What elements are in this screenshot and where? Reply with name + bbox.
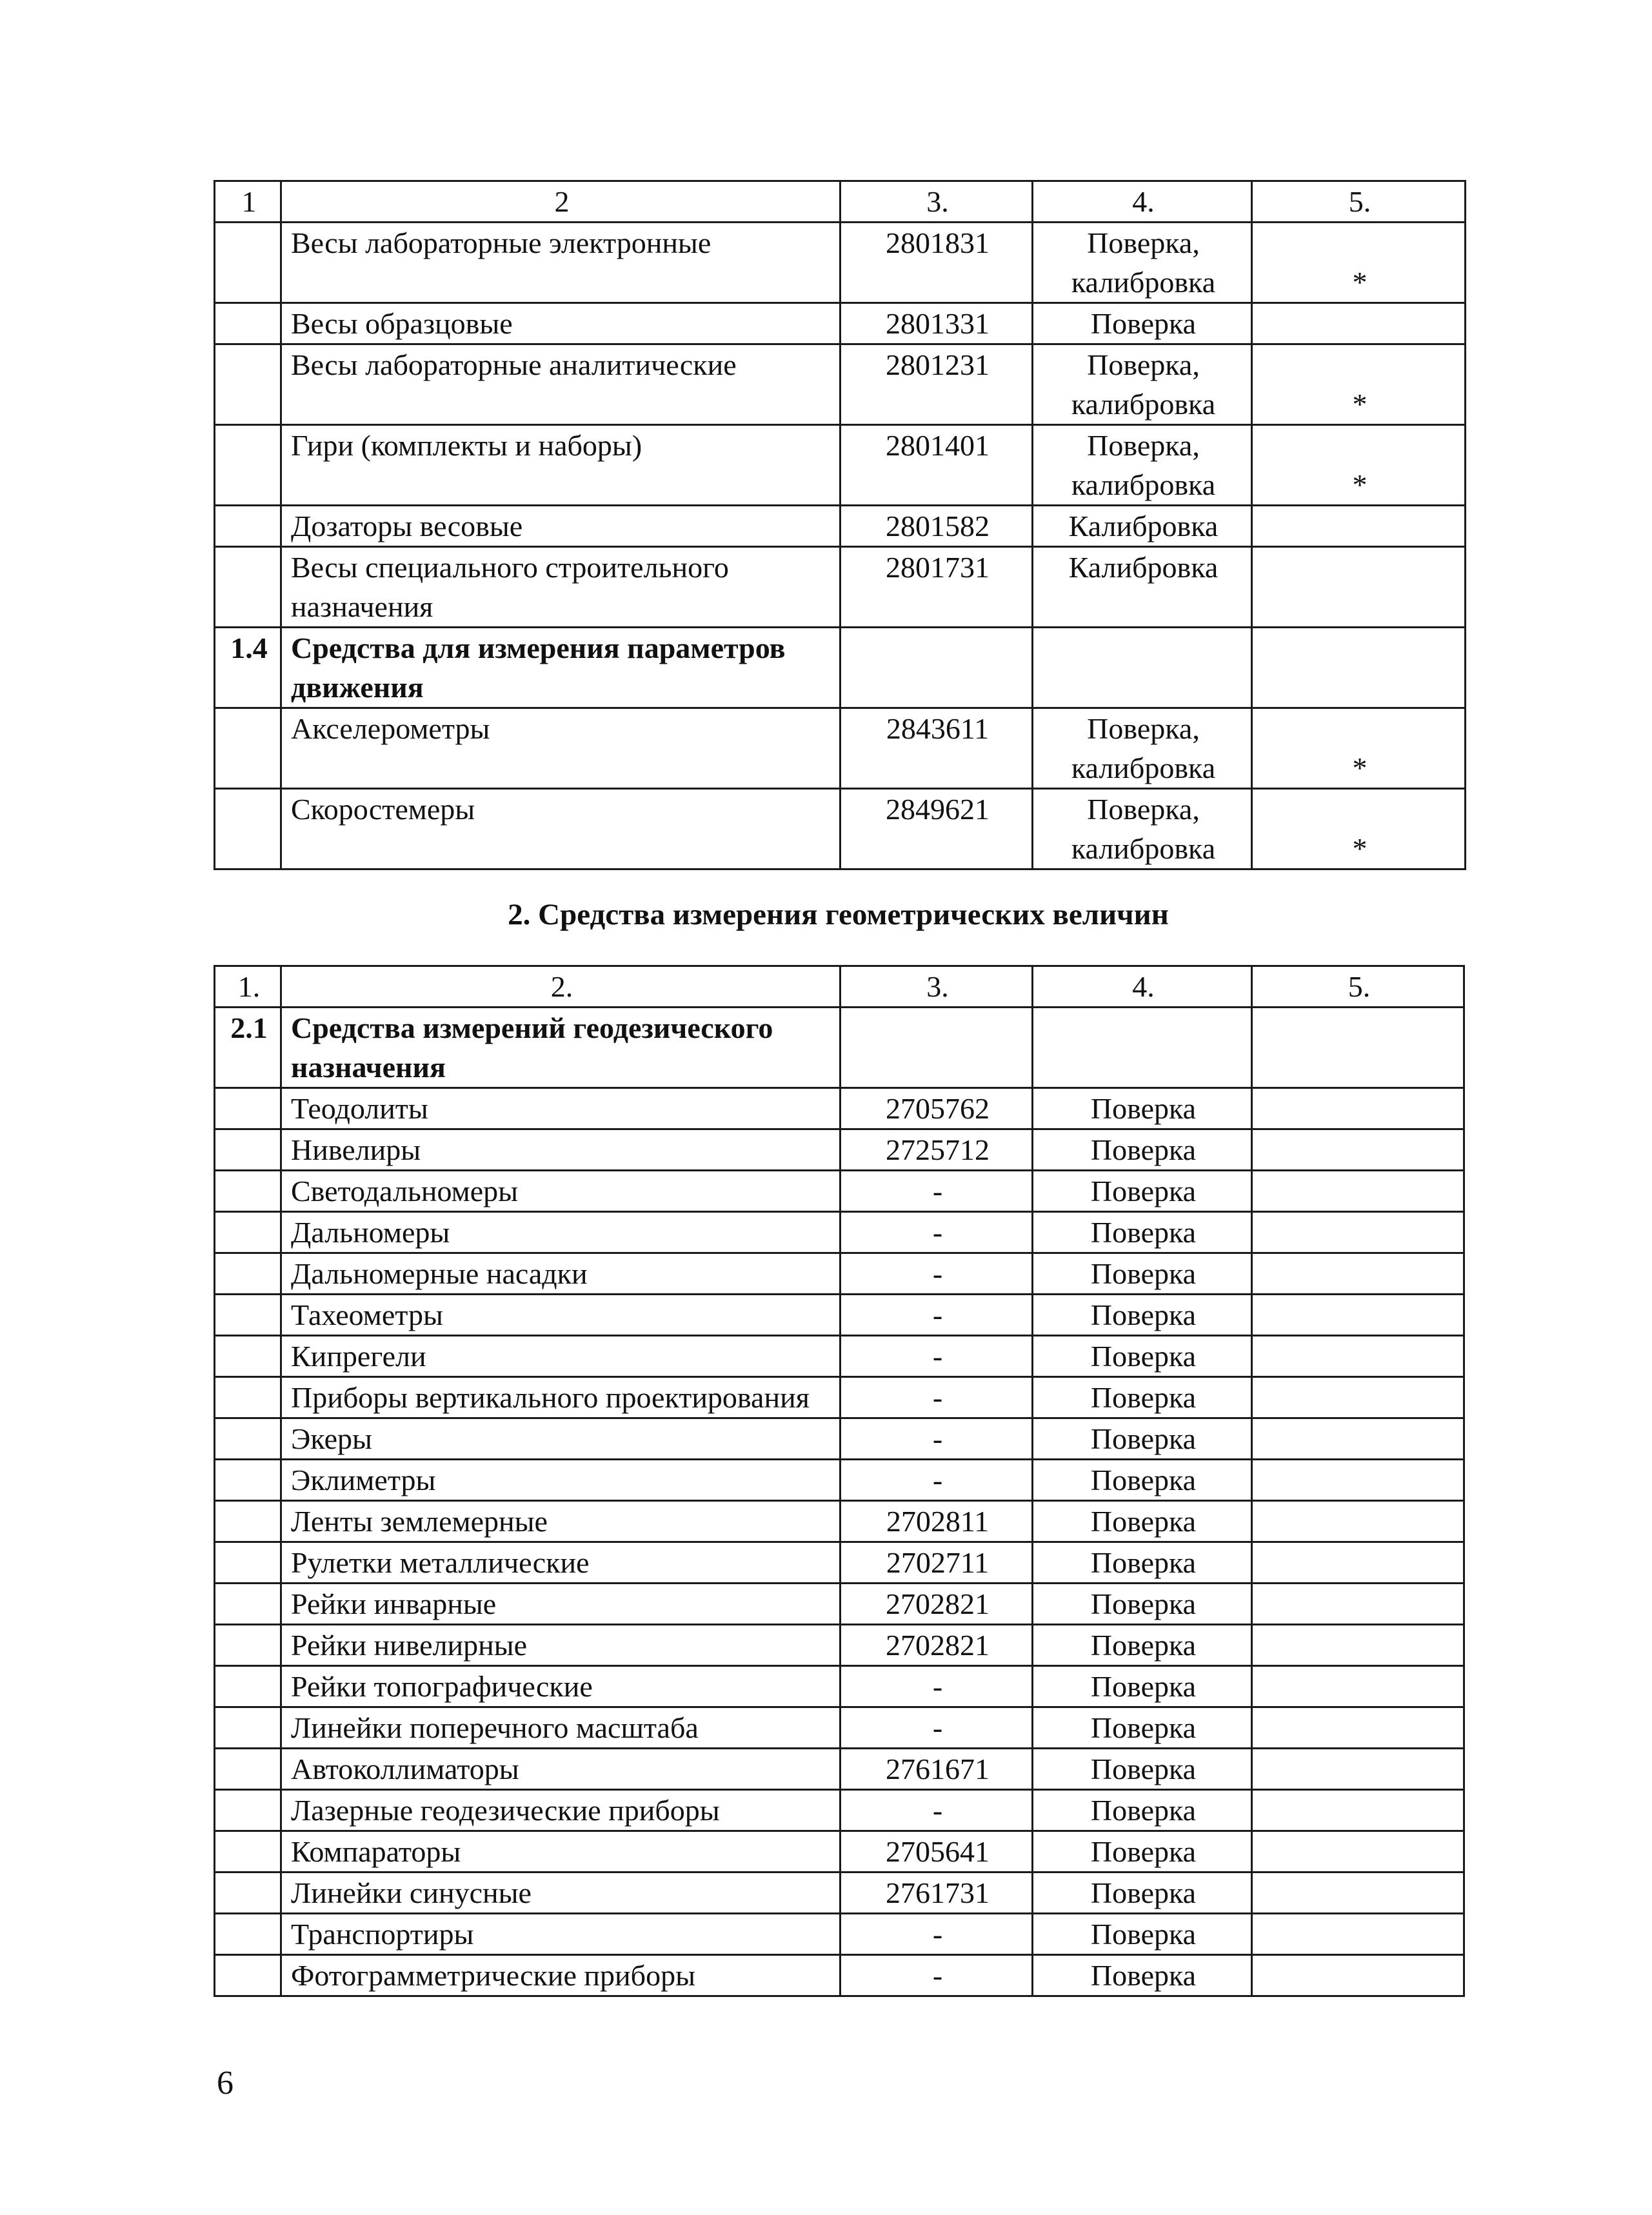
row-number [215, 1914, 281, 1955]
table-row [215, 547, 1466, 628]
row-number [215, 344, 281, 425]
mark [1252, 547, 1466, 628]
instrument-name: Рейки инварные [281, 1584, 841, 1625]
instrument-name: Рейки нивелирные [281, 1625, 841, 1666]
table-row [215, 223, 1466, 303]
instrument-code: - [841, 1790, 1033, 1831]
verification-type: Поверка [1033, 1831, 1252, 1872]
instrument-code: 2702821 [841, 1584, 1033, 1625]
verification-type: Поверка [1033, 1872, 1252, 1914]
instrument-name: Тахеометры [281, 1295, 841, 1336]
geometric-instruments-table [214, 965, 1465, 1997]
instrument-code: 2761731 [841, 1872, 1033, 1914]
header-cell: 4. [1033, 181, 1252, 223]
table-row [215, 1088, 1464, 1129]
instrument-name: Нивелиры [281, 1129, 841, 1171]
section-number: 1.4 [215, 628, 281, 708]
mark [1252, 1584, 1464, 1625]
mark: * [1252, 425, 1466, 506]
verification-type: Калибровка [1033, 547, 1252, 628]
verification-type: Поверка [1033, 1088, 1252, 1129]
instrument-code: 2705762 [841, 1088, 1033, 1129]
row-number [215, 1666, 281, 1707]
instrument-name: Весы специального строительного назначения [281, 547, 841, 628]
header-cell: 5. [1252, 966, 1464, 1008]
instrument-code: 2705641 [841, 1831, 1033, 1872]
continuation-table [214, 180, 1466, 870]
verification-type: Поверка [1033, 1171, 1252, 1212]
verification-type: Поверка [1033, 1336, 1252, 1377]
verification-type: Поверка [1033, 1625, 1252, 1666]
verification-type: Поверка, калибровка [1033, 223, 1252, 303]
mark [1252, 628, 1466, 708]
verification-type: Поверка [1033, 1501, 1252, 1542]
row-number [215, 1749, 281, 1790]
table-row [215, 1790, 1464, 1831]
mark [1252, 1914, 1464, 1955]
instrument-name: Гири (комплекты и наборы) [281, 425, 841, 506]
instrument-code: - [841, 1418, 1033, 1460]
row-number [215, 1212, 281, 1253]
table-row [215, 1501, 1464, 1542]
instrument-code: - [841, 1171, 1033, 1212]
row-number [215, 547, 281, 628]
table-row [215, 1460, 1464, 1501]
mark: * [1252, 789, 1466, 869]
verification-type: Поверка [1033, 1584, 1252, 1625]
table-row [215, 425, 1466, 506]
section-row [215, 628, 1466, 708]
row-number [215, 425, 281, 506]
verification-type: Поверка [1033, 1129, 1252, 1171]
instrument-code: - [841, 1460, 1033, 1501]
table-row [215, 1707, 1464, 1749]
table-row [215, 1418, 1464, 1460]
row-number [215, 1171, 281, 1212]
row-number [215, 1955, 281, 1996]
instrument-name: Рейки топографические [281, 1666, 841, 1707]
instrument-code: - [841, 1377, 1033, 1418]
verification-type: Поверка [1033, 1377, 1252, 1418]
instrument-name: Дозаторы весовые [281, 506, 841, 547]
table-row [215, 1914, 1464, 1955]
table-row [215, 789, 1466, 869]
page-number: 6 [217, 2065, 234, 2101]
table-row [215, 506, 1466, 547]
table-row [215, 1171, 1464, 1212]
instrument-code: 2801401 [841, 425, 1033, 506]
mark [1252, 1666, 1464, 1707]
table-row [215, 708, 1466, 789]
instrument-name: Эклиметры [281, 1460, 841, 1501]
instrument-name: Дальномерные насадки [281, 1253, 841, 1295]
row-number [215, 1584, 281, 1625]
table-row [215, 344, 1466, 425]
row-number [215, 223, 281, 303]
instrument-code: 2801731 [841, 547, 1033, 628]
verification-type: Поверка [1033, 1542, 1252, 1584]
table-row [215, 1749, 1464, 1790]
mark: * [1252, 223, 1466, 303]
mark [1252, 1088, 1464, 1129]
mark [1252, 1253, 1464, 1295]
instrument-code: - [841, 1955, 1033, 1996]
mark [1252, 1377, 1464, 1418]
row-number [215, 1501, 281, 1542]
row-number [215, 1418, 281, 1460]
mark [1252, 1295, 1464, 1336]
instrument-name: Транспортиры [281, 1914, 841, 1955]
instrument-name: Линейки синусные [281, 1872, 841, 1914]
mark: * [1252, 344, 1466, 425]
table-header-row [215, 966, 1464, 1008]
mark [1252, 1749, 1464, 1790]
section-title: Средства измерений геодезического назначения [281, 1008, 841, 1088]
verification-type: Поверка [1033, 1212, 1252, 1253]
header-cell: 5. [1252, 181, 1466, 223]
mark [1252, 1955, 1464, 1996]
mark [1252, 1831, 1464, 1872]
instrument-code: 2843611 [841, 708, 1033, 789]
mark [1252, 1501, 1464, 1542]
instrument-name: Дальномеры [281, 1212, 841, 1253]
header-cell: 2 [281, 181, 841, 223]
row-number [215, 1336, 281, 1377]
table-row [215, 1666, 1464, 1707]
mark [1252, 1542, 1464, 1584]
header-cell: 3. [841, 966, 1033, 1008]
row-number [215, 1872, 281, 1914]
table-row [215, 1253, 1464, 1295]
table-row [215, 1336, 1464, 1377]
instrument-code: 2801831 [841, 223, 1033, 303]
row-number [215, 1377, 281, 1418]
verification-type: Поверка [1033, 1749, 1252, 1790]
verification-type: Поверка [1033, 1418, 1252, 1460]
instrument-name: Лазерные геодезические приборы [281, 1790, 841, 1831]
verification-type: Поверка [1033, 1707, 1252, 1749]
instrument-code: - [841, 1253, 1033, 1295]
verification-type: Поверка [1033, 1460, 1252, 1501]
instrument-name: Рулетки металлические [281, 1542, 841, 1584]
mark [1252, 1872, 1464, 1914]
mark [1252, 303, 1466, 344]
instrument-code: 2849621 [841, 789, 1033, 869]
table-row [215, 1625, 1464, 1666]
row-number [215, 1460, 281, 1501]
row-number [215, 1129, 281, 1171]
mark [1252, 1129, 1464, 1171]
instrument-name: Ленты землемерные [281, 1501, 841, 1542]
header-cell: 1 [215, 181, 281, 223]
instrument-code: 2801331 [841, 303, 1033, 344]
instrument-name: Весы лабораторные электронные [281, 223, 841, 303]
row-number [215, 789, 281, 869]
table-row [215, 1831, 1464, 1872]
header-cell: 4. [1033, 966, 1252, 1008]
instrument-code: 2725712 [841, 1129, 1033, 1171]
table-row [215, 1872, 1464, 1914]
section-row [215, 1008, 1464, 1088]
instrument-code: - [841, 1295, 1033, 1336]
mark [1252, 1790, 1464, 1831]
verification-type: Поверка, калибровка [1033, 425, 1252, 506]
mark [1252, 1008, 1464, 1088]
row-number [215, 1625, 281, 1666]
instrument-name: Весы лабораторные аналитические [281, 344, 841, 425]
table-row [215, 1955, 1464, 1996]
instrument-name: Скоростемеры [281, 789, 841, 869]
instrument-name: Теодолиты [281, 1088, 841, 1129]
table-row [215, 303, 1466, 344]
instrument-name: Весы образцовые [281, 303, 841, 344]
table-row [215, 1295, 1464, 1336]
verification-type: Поверка [1033, 1955, 1252, 1996]
instrument-name: Приборы вертикального проектирования [281, 1377, 841, 1418]
mark [1252, 1460, 1464, 1501]
instrument-name: Акселерометры [281, 708, 841, 789]
table-row [215, 1212, 1464, 1253]
row-number [215, 1088, 281, 1129]
verification-type: Поверка [1033, 1295, 1252, 1336]
mark [1252, 1336, 1464, 1377]
mark [1252, 1418, 1464, 1460]
instrument-code: 2702821 [841, 1625, 1033, 1666]
instrument-code: - [841, 1212, 1033, 1253]
mark [1252, 1707, 1464, 1749]
table-row [215, 1129, 1464, 1171]
verification-type: Поверка [1033, 303, 1252, 344]
row-number [215, 303, 281, 344]
instrument-code: - [841, 1666, 1033, 1707]
table-header-row [215, 181, 1466, 223]
section-title: Средства для измерения параметров движения [281, 628, 841, 708]
table-row [215, 1542, 1464, 1584]
instrument-name: Кипрегели [281, 1336, 841, 1377]
instrument-code: 2801231 [841, 344, 1033, 425]
row-number [215, 1831, 281, 1872]
verification-type: Поверка [1033, 1253, 1252, 1295]
instrument-code: 2761671 [841, 1749, 1033, 1790]
verification-type: Поверка, калибровка [1033, 708, 1252, 789]
row-number [215, 1295, 281, 1336]
instrument-code [841, 1008, 1033, 1088]
header-cell: 2. [281, 966, 841, 1008]
mark [1252, 1625, 1464, 1666]
row-number [215, 708, 281, 789]
instrument-code: - [841, 1336, 1033, 1377]
verification-type [1033, 628, 1252, 708]
table-row [215, 1377, 1464, 1418]
mark [1252, 506, 1466, 547]
instrument-name: Компараторы [281, 1831, 841, 1872]
section-heading: 2. Средства измерения геометрических величин [508, 898, 1169, 931]
verification-type: Поверка [1033, 1666, 1252, 1707]
instrument-name: Линейки поперечного масштаба [281, 1707, 841, 1749]
row-number [215, 1707, 281, 1749]
row-number [215, 506, 281, 547]
instrument-name: Светодальномеры [281, 1171, 841, 1212]
row-number [215, 1542, 281, 1584]
row-number [215, 1790, 281, 1831]
instrument-code: 2702711 [841, 1542, 1033, 1584]
instrument-name: Фотограмметрические приборы [281, 1955, 841, 1996]
table-row [215, 1584, 1464, 1625]
verification-type [1033, 1008, 1252, 1088]
instrument-code: 2801582 [841, 506, 1033, 547]
mark [1252, 1212, 1464, 1253]
instrument-name: Экеры [281, 1418, 841, 1460]
instrument-name: Автоколлиматоры [281, 1749, 841, 1790]
mark [1252, 1171, 1464, 1212]
verification-type: Поверка, калибровка [1033, 344, 1252, 425]
mark: * [1252, 708, 1466, 789]
verification-type: Поверка [1033, 1914, 1252, 1955]
section-number: 2.1 [215, 1008, 281, 1088]
verification-type: Поверка, калибровка [1033, 789, 1252, 869]
instrument-code: - [841, 1914, 1033, 1955]
instrument-code: - [841, 1707, 1033, 1749]
instrument-code [841, 628, 1033, 708]
verification-type: Поверка [1033, 1790, 1252, 1831]
header-cell: 1. [215, 966, 281, 1008]
header-cell: 3. [841, 181, 1033, 223]
instrument-code: 2702811 [841, 1501, 1033, 1542]
verification-type: Калибровка [1033, 506, 1252, 547]
row-number [215, 1253, 281, 1295]
